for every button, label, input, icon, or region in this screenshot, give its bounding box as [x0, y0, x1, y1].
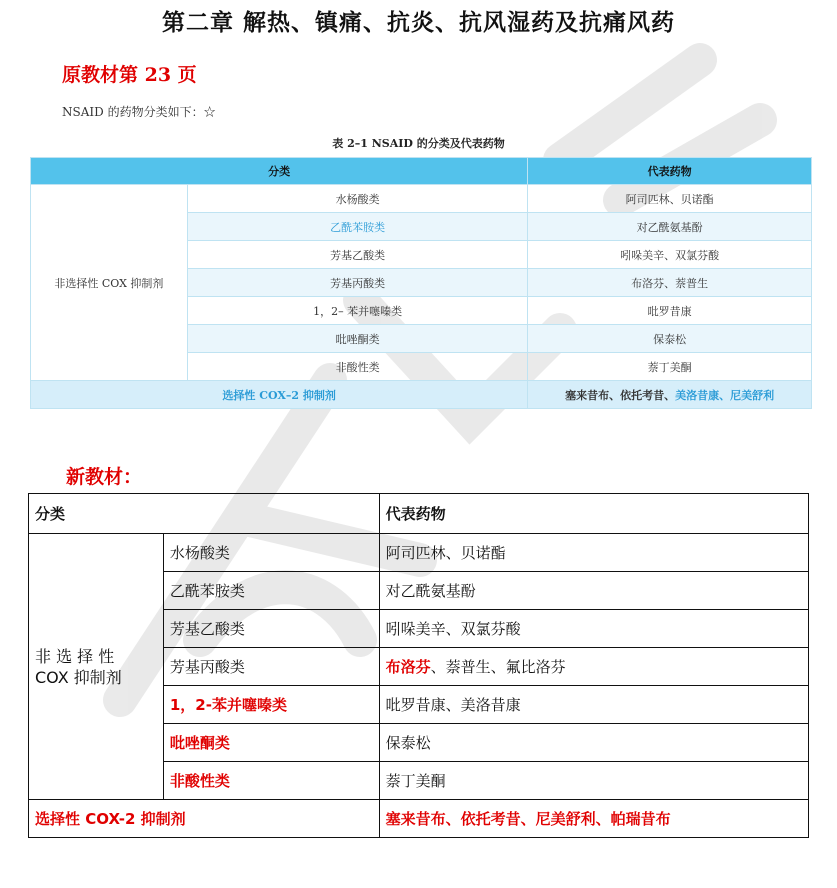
table-row: [31, 381, 812, 409]
new-category-cell: 水杨酸类: [163, 534, 379, 572]
old-category-cell: 非酸性类: [187, 353, 528, 381]
new-category-cell: 乙酰苯胺类: [163, 572, 379, 610]
old-header-drugs: 代表药物: [528, 158, 812, 185]
new-nsaid-table: [28, 493, 809, 838]
new-drugs-cell: 保泰松: [379, 724, 808, 762]
new-header-category: 分类: [29, 494, 380, 534]
old-drugs-cell: 对乙酰氨基酚: [528, 213, 812, 241]
intro-text: NSAID 的药物分类如下：☆: [62, 105, 216, 119]
old-table-caption: 表 2–1 NSAID 的分类及代表药物: [332, 137, 505, 150]
new-drugs-highlight: 布洛芬: [385, 658, 431, 676]
new-category-cell: 非酸性类: [163, 762, 379, 800]
original-section-label: 原教材第 23 页: [62, 64, 197, 86]
new-drugs-cell: 对乙酰氨基酚: [379, 572, 808, 610]
old-category-cell: 芳基丙酸类: [187, 269, 528, 297]
old-drugs-cell: 阿司匹林、贝诺酯: [528, 185, 812, 213]
new-group-nonselective: [29, 534, 164, 800]
new-selective-drugs: 塞来昔布、依托考昔、尼美舒利、帕瑞昔布: [379, 800, 808, 838]
old-selective-drugs-a: 塞来昔布、依托考昔、: [565, 388, 676, 402]
old-group-nonselective: 非选择性 COX 抑制剂: [31, 185, 188, 381]
old-drugs-cell: 吡罗昔康: [528, 297, 812, 325]
new-drugs-cell: 吲哚美辛、双氯芬酸: [379, 610, 808, 648]
new-drugs-cell: 阿司匹林、贝诺酯: [379, 534, 808, 572]
new-category-cell: 1，2-苯并噻嗪类: [163, 686, 379, 724]
table-row: [29, 800, 809, 838]
new-drugs-cell: 萘丁美酮: [379, 762, 808, 800]
old-category-cell: 吡唑酮类: [187, 325, 528, 353]
old-category-cell: 乙酰苯胺类: [187, 213, 528, 241]
old-category-cell: 水杨酸类: [187, 185, 528, 213]
old-category-cell: 1，2– 苯并噻嗪类: [187, 297, 528, 325]
old-selective-label: 选择性 COX–2 抑制剂: [31, 381, 528, 409]
old-selective-drugs: [528, 381, 812, 409]
old-header-category: 分类: [31, 158, 528, 185]
old-selective-drugs-b: 美洛昔康、尼美舒利: [675, 388, 775, 402]
new-drugs-cell: [379, 648, 808, 686]
chapter-title: 第二章 解热、镇痛、抗炎、抗风湿药及抗痛风药: [161, 10, 675, 36]
new-section-label: 新教材：: [66, 466, 143, 488]
new-drugs-cell: 吡罗昔康、美洛昔康: [379, 686, 808, 724]
new-category-cell: 吡唑酮类: [163, 724, 379, 762]
table-row: [29, 534, 809, 572]
old-drugs-cell: 萘丁美酮: [528, 353, 812, 381]
original-nsaid-table: [30, 157, 812, 409]
new-header-drugs: 代表药物: [379, 494, 808, 534]
new-selective-label: 选择性 COX-2 抑制剂: [29, 800, 380, 838]
old-drugs-cell: 吲哚美辛、双氯芬酸: [528, 241, 812, 269]
table-row: [31, 185, 812, 213]
new-group-label-line1: 非 选 择 性: [35, 646, 115, 666]
old-category-cell: 芳基乙酸类: [187, 241, 528, 269]
new-category-cell: 芳基乙酸类: [163, 610, 379, 648]
new-drugs-rest: 、萘普生、氟比洛芬: [430, 658, 566, 676]
new-group-label-line2: COX 抑制剂: [35, 667, 122, 687]
old-drugs-cell: 布洛芬、萘普生: [528, 269, 812, 297]
old-drugs-cell: 保泰松: [528, 325, 812, 353]
new-category-cell: 芳基丙酸类: [163, 648, 379, 686]
